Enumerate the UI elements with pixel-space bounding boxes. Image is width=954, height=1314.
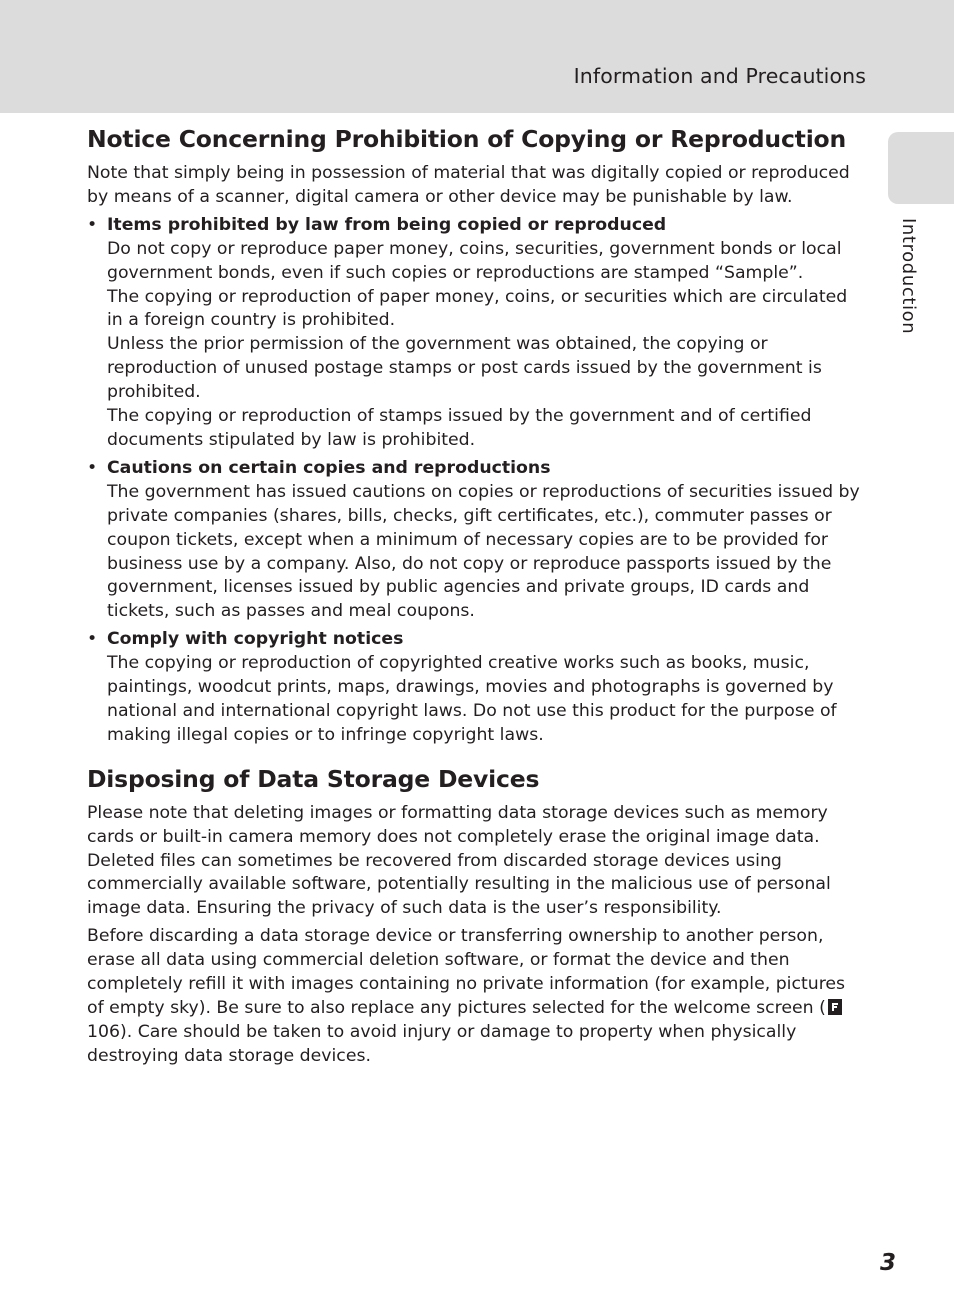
bullet-icon: • [87, 214, 98, 235]
section2-paragraph-2 [87, 925, 867, 1068]
list-item-paragraph: The copying or reproduction of stamps issued by the government and of certified documents stipulated by law is prohibited. [107, 406, 812, 450]
page-number: 3 [880, 1250, 897, 1276]
page-content [87, 120, 867, 1069]
page-reference-icon [828, 999, 842, 1015]
list-item-paragraph: Unless the prior permission of the government was obtained, the copying or reproduction of unused postage stamps or post cards issued by the government is prohibited. [107, 334, 822, 403]
section1-heading: Notice Concerning Prohibition of Copying or Reproduction [87, 125, 847, 153]
list-item-title: Cautions on certain copies and reproductions [107, 457, 551, 478]
list-item [87, 457, 867, 624]
header-section-title: Information and Precautions [573, 64, 866, 88]
header-band [0, 0, 954, 113]
paragraph-text: Before discarding a data storage device or transferring ownership to another person, erase all data using commercial deletion software, or format the device and then completely refill it with images containing no private information (for example, pictures of empty sky). Be sure to also replace any pictures selected for the welcome screen ( [87, 926, 846, 1018]
list-item-paragraph: The copying or reproduction of paper money, coins, or securities which are circulated in a foreign country is prohibited. [107, 286, 848, 331]
bullet-icon: • [87, 457, 98, 478]
side-tab [888, 132, 954, 204]
side-tab-label: Introduction [898, 218, 919, 335]
list-item-paragraph: The government has issued cautions on copies or reproductions of securities issued by private companies (shares, bills, checks, gift certificates, etc.), commuter passes or coupon tickets, except when a minimum of necessary copies are to be provided for business use by a company. Also, do not copy or reproduce passports issued by the government, licenses issued by public agencies and private groups, ID cards and tickets, such as passes and meal coupons. [107, 481, 860, 622]
list-item [87, 628, 867, 748]
bullet-icon: • [87, 629, 98, 650]
paragraph-text: ). Care should be taken to avoid injury or damage to property when physically destroying data storage devices. [87, 1021, 797, 1066]
list-item-paragraph: The copying or reproduction of copyrighted creative works such as books, music, paintings, woodcut prints, maps, drawings, movies and photographs is governed by national and international copyright laws. Do not use this product for the purpose of making illegal copies or to infringe copyright laws. [107, 653, 837, 745]
list-item [87, 214, 867, 453]
list-item-paragraph: Do not copy or reproduce paper money, coins, securities, government bonds or local government bonds, even if such copies or reproductions are stamped “Sample”. [107, 238, 842, 283]
page-reference-number[interactable]: 106 [87, 1021, 120, 1042]
list-item-title: Items prohibited by law from being copied or reproduced [107, 214, 667, 235]
section1-intro: Note that simply being in possession of material that was digitally copied or reproduced by means of a scanner, digital camera or other device may be punishable by law. [87, 163, 850, 207]
prohibition-list [87, 214, 867, 748]
section2-heading: Disposing of Data Storage Devices [87, 764, 540, 793]
list-item-title: Comply with copyright notices [107, 629, 404, 650]
section2-paragraph-1: Please note that deleting images or formatting data storage devices such as memory cards or built-in camera memory does not completely erase the original image data. Deleted files can sometimes be recovered from discarded storage devices using commercially available software, potentially resulting in the malicious use of personal image data. Ensuring the privacy of such data is the user’s responsibility. [87, 802, 831, 919]
